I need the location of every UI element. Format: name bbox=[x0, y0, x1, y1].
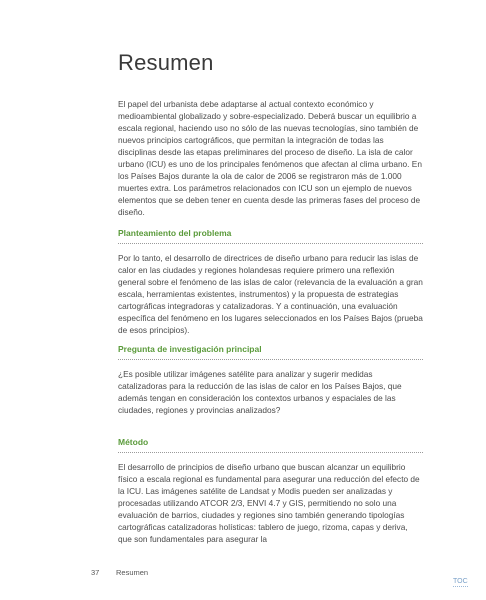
toc-link[interactable]: TOC bbox=[453, 578, 468, 585]
page-title: Resumen bbox=[118, 50, 214, 75]
footer-section-title: Resumen bbox=[116, 568, 149, 577]
section-heading-question: Pregunta de investigación principal bbox=[118, 344, 423, 360]
section-body-method: El desarrollo de principios de diseño urbano que buscan alcanzar un equilibrio físico a escala regional es fundamental para asegurar una reducción del efecto de la ICU. Las imágenes satélite de Landsat y Modis pueden ser analizadas y procesadas utilizando ATCOR 2/3, ENVI 4.7 y GIS, permitiendo no solo una evaluación de barrios, ciudades y regiones sino también generando tipologías cartográficas catalizadoras holísticas: tablero de juego, rizoma, capas y deriva, que son fundamentales para asegurar la bbox=[118, 462, 420, 544]
section-heading-method: Método bbox=[118, 437, 423, 453]
section-heading-problem: Planteamiento del problema bbox=[118, 228, 423, 244]
page-number: 37 bbox=[91, 568, 100, 577]
section-body-question: ¿Es posible utilizar imágenes satélite para analizar y sugerir medidas catalizadoras para la reducción de las islas de calor en los Países Bajos, que además tengan en consideración los contextos urbanos y espaciales de las ciudades, regiones y provincias analizados? bbox=[118, 369, 402, 415]
section-body-problem: Por lo tanto, el desarrollo de directrices de diseño urbano para reducir las islas de calor en las ciudades y regiones holandesas requiere primero una reflexión general sobre el fenómeno de las islas de calor (relevancia de la evaluación a gran escala, herramientas existentes, instrumentos) y la propuesta de estrategias cartográficas integradoras y catalizadoras. Y a continuación, una evaluación específica del fenómeno en los lugares seleccionados en los Países Bajos (prueba de esos principios). bbox=[118, 253, 423, 335]
intro-paragraph: El papel del urbanista debe adaptarse al actual contexto económico y medioambiental globalizado y sobre-especializado. Deberá buscar un equilibrio a escala regional, haciendo uso no sólo de las nuevas tecnologías, sino también de nuevos principios cartográficos, que permitan la integración de todas las disciplinas desde las etapas preliminares del proceso de diseño. La isla de calor urbano (ICU) es uno de los principales fenómenos que afectan al clima urbano. En los Países Bajos durante la ola de calor de 2006 se registraron más de 1.000 muertes extra. Los parámetros relacionados con ICU son un ejemplo de nuevos elementos que se deben tener en cuenta desde las primeras fases del proceso de diseño. bbox=[118, 99, 422, 217]
